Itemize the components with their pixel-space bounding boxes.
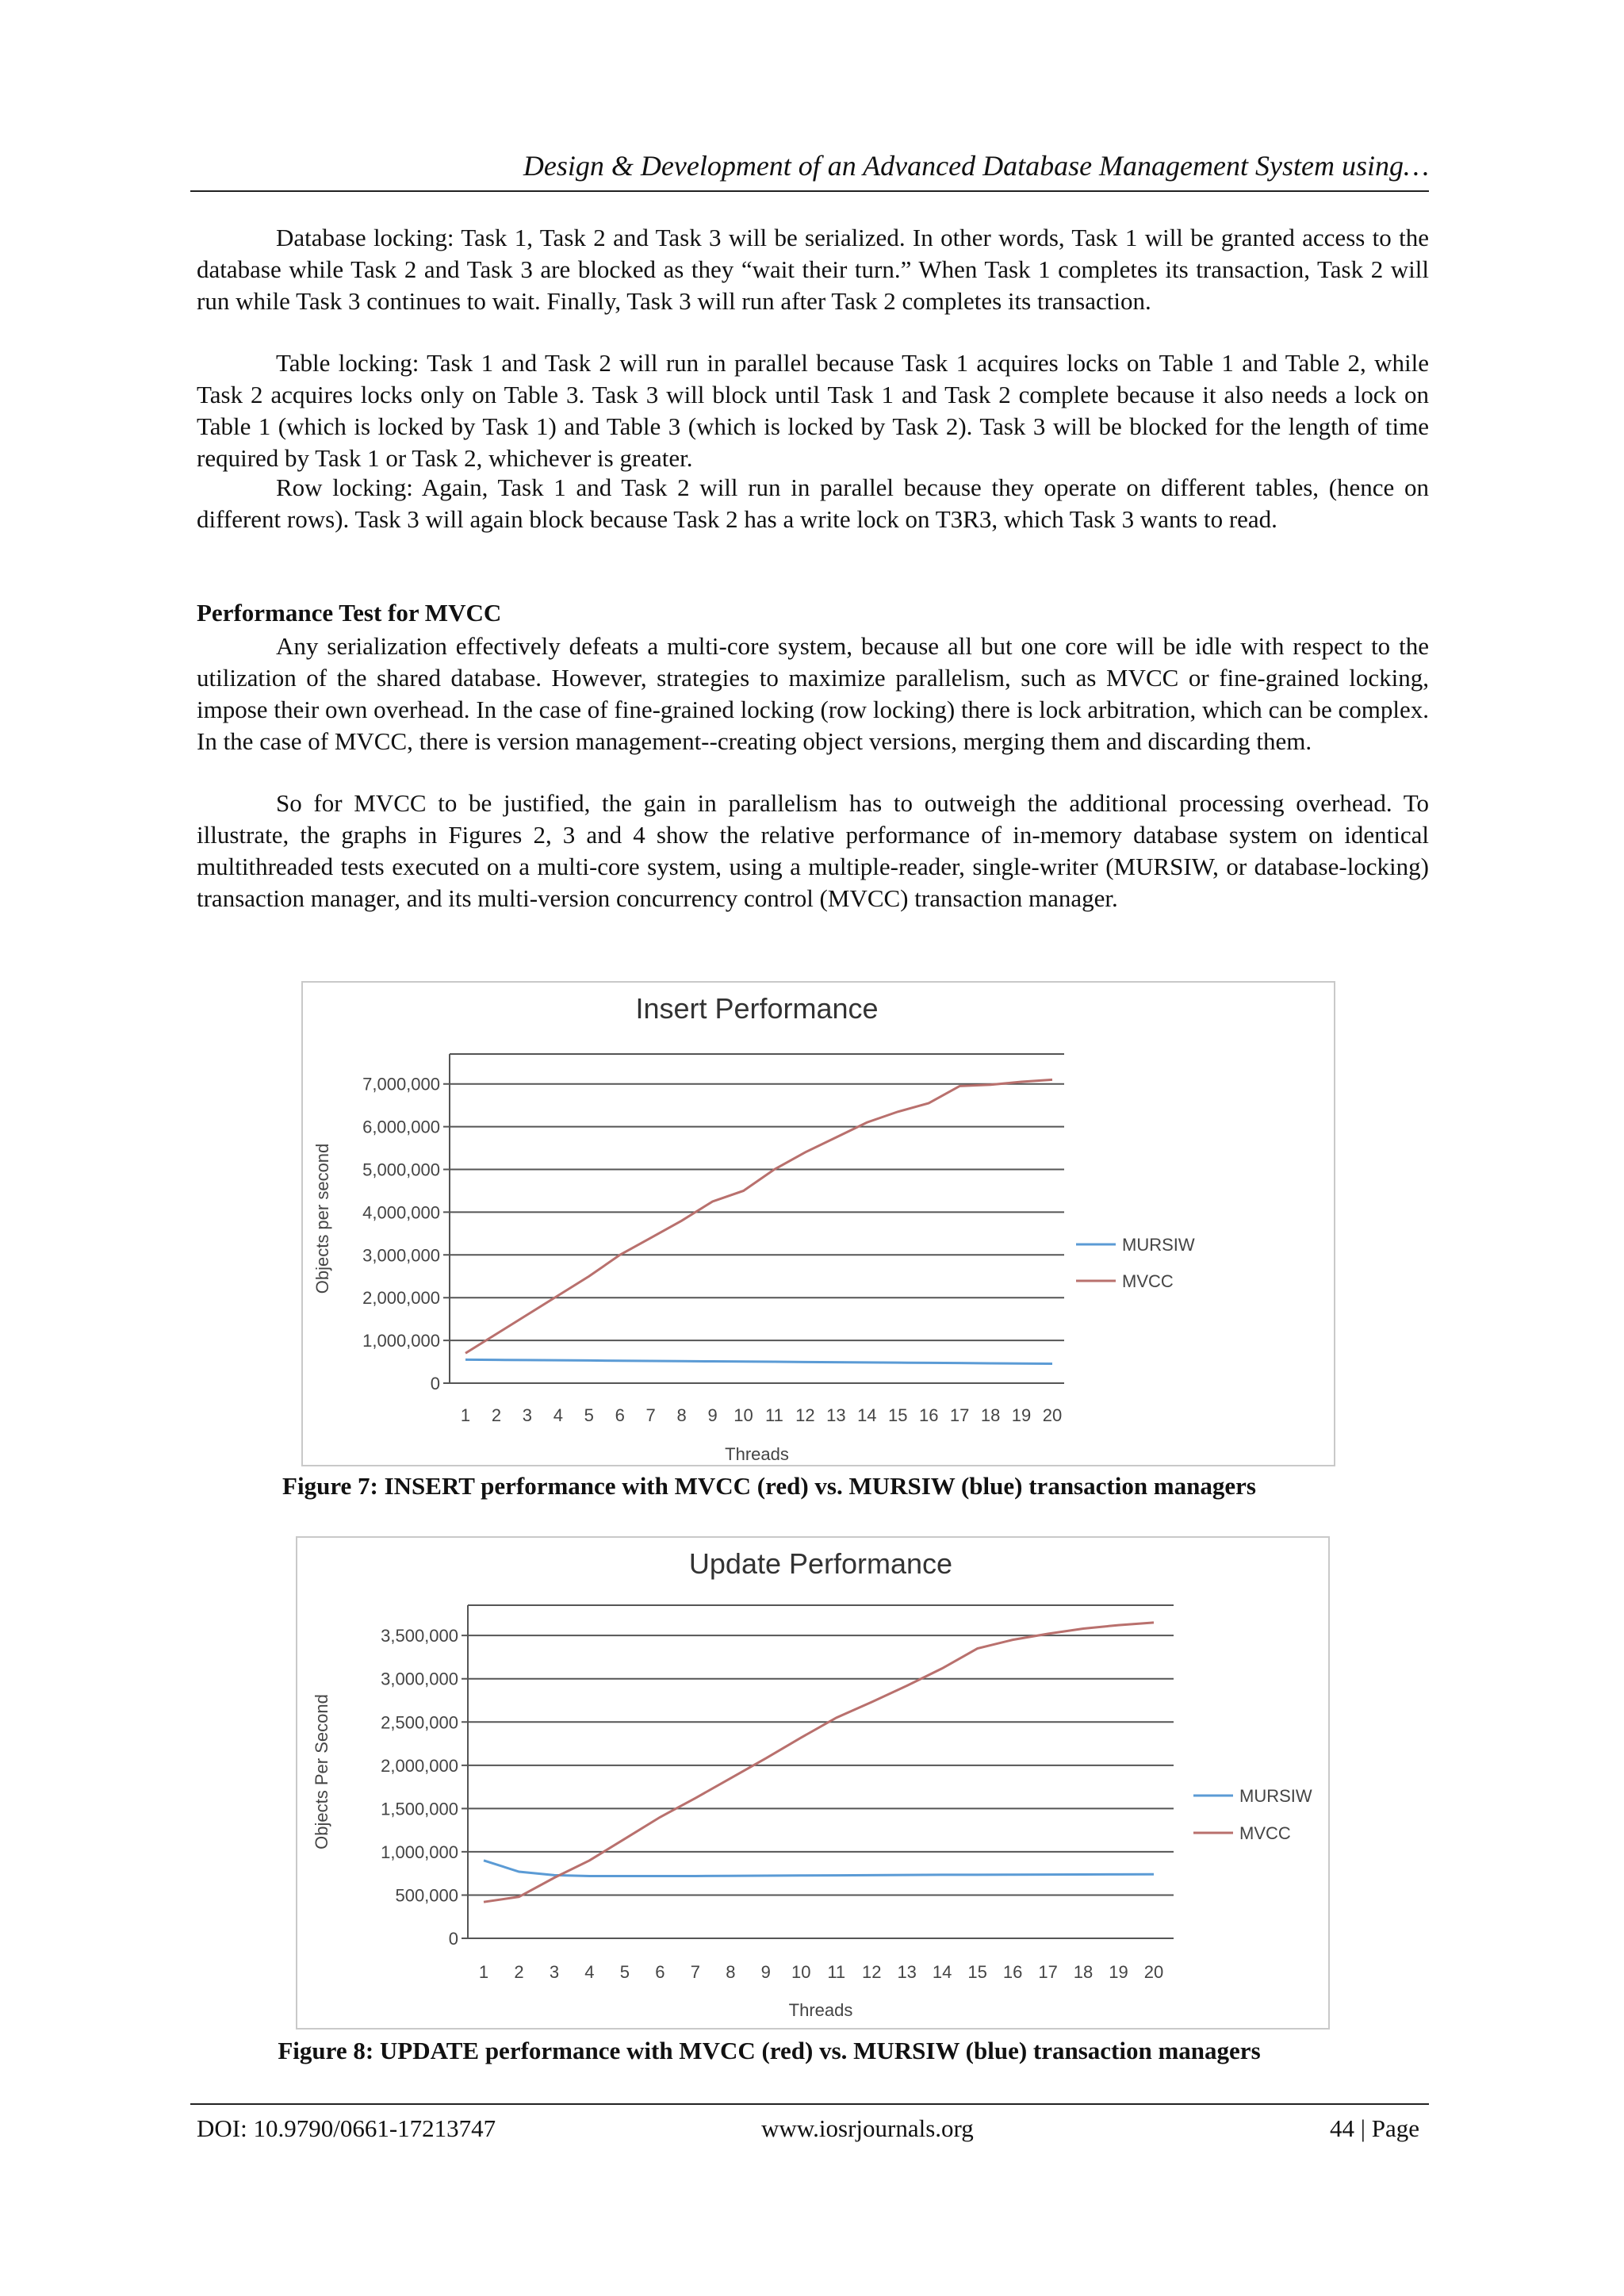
y-tick-label: 2,500,000 [381, 1712, 458, 1733]
x-tick-label: 19 [1109, 1962, 1128, 1982]
y-tick-label: 4,000,000 [362, 1202, 440, 1223]
x-tick-label: 18 [980, 1405, 1001, 1425]
y-tick-label: 1,500,000 [381, 1799, 458, 1819]
paragraph-mvcc-2 [197, 788, 1429, 914]
x-tick-label: 13 [826, 1405, 846, 1425]
x-tick-label: 20 [1143, 1962, 1164, 1982]
chart-title: Insert Performance [635, 992, 879, 1025]
x-tick-label: 15 [967, 1962, 987, 1982]
x-tick-label: 12 [795, 1405, 815, 1425]
x-tick-label: 1 [460, 1405, 471, 1425]
x-tick-label: 17 [949, 1405, 970, 1425]
y-tick-label: 5,000,000 [362, 1159, 440, 1180]
x-tick-label: 6 [615, 1405, 625, 1425]
y-tick-label: 3,500,000 [381, 1626, 458, 1646]
y-tick-label: 0 [448, 1929, 458, 1949]
x-tick-label: 4 [584, 1962, 595, 1982]
x-tick-label: 9 [760, 1962, 771, 1982]
paragraph-mvcc-2-text: So for MVCC to be justified, the gain in parallelism has to outweigh the additional processing overhead. To illustrate, the graphs in Figures 2, 3 and 4 show the relative performance of in-memory database system on identical multithreaded tests executed on a multi-core system, using a multiple-reader, single-writer (MURSIW, or database-locking) transaction manager, and its multi-version concurrency control (MVCC) transaction manager. [197, 789, 1429, 912]
figure-8-frame [296, 1536, 1330, 2030]
legend-label-mvcc: MVCC [1239, 1823, 1291, 1843]
figure-7-frame [301, 981, 1335, 1466]
legend-label-mursiw: MURSIW [1122, 1235, 1195, 1255]
legend-label-mvcc: MVCC [1122, 1271, 1174, 1291]
x-tick-label: 8 [726, 1962, 736, 1982]
x-tick-label: 18 [1073, 1962, 1094, 1982]
y-tick-label: 0 [430, 1374, 440, 1393]
footer-site: www.iosrjournals.org [761, 2114, 974, 2142]
y-axis-label: Objects per second [312, 1143, 332, 1294]
x-tick-label: 7 [690, 1962, 700, 1982]
x-tick-label: 2 [491, 1405, 502, 1425]
x-tick-label: 17 [1038, 1962, 1058, 1982]
x-tick-label: 16 [918, 1405, 939, 1425]
paragraph-mvcc-1 [197, 631, 1429, 757]
x-tick-label: 6 [655, 1962, 665, 1982]
x-axis-label: Threads [725, 1444, 789, 1464]
series-line-mvcc [484, 1623, 1154, 1902]
y-axis-label: Objects Per Second [312, 1694, 331, 1849]
x-tick-label: 12 [861, 1962, 882, 1982]
x-axis-label: Threads [788, 2000, 853, 2020]
x-tick-label: 9 [707, 1405, 718, 1425]
x-tick-label: 7 [645, 1405, 656, 1425]
x-tick-label: 19 [1011, 1405, 1032, 1425]
x-tick-label: 13 [897, 1962, 917, 1982]
x-tick-label: 5 [584, 1405, 594, 1425]
y-tick-label: 6,000,000 [362, 1117, 440, 1137]
paragraph-database-locking-text: Database locking: Task 1, Task 2 and Task 3 will be serialized. In other words, Task 1 will be granted access to the database while Task 2 and Task 3 are blocked as they “wait their turn.” When Task 1 completes its transaction, Task 2 will run while Task 3 continues to wait. Finally, Task 3 will run after Task 2 completes its transaction. [197, 224, 1429, 315]
running-header: Design & Development of an Advanced Database Management System using… [523, 150, 1429, 182]
x-tick-label: 1 [478, 1962, 489, 1982]
update-performance-chart [297, 1538, 1328, 2028]
series-line-mvcc [465, 1079, 1052, 1353]
y-tick-label: 2,000,000 [362, 1288, 440, 1309]
paragraph-table-locking [197, 347, 1429, 474]
x-tick-label: 10 [733, 1405, 753, 1425]
series-line-mursiw [465, 1359, 1052, 1363]
paragraph-row-locking [197, 472, 1429, 535]
footer-page: 44 | Page [1330, 2114, 1419, 2142]
x-tick-label: 14 [932, 1962, 952, 1982]
x-tick-label: 3 [522, 1405, 533, 1425]
chart-title: Update Performance [688, 1547, 953, 1580]
y-tick-label: 7,000,000 [362, 1074, 440, 1094]
footer-doi: DOI: 10.9790/0661-17213747 [197, 2114, 496, 2142]
x-tick-label: 11 [765, 1405, 783, 1425]
y-tick-label: 1,000,000 [381, 1842, 458, 1862]
x-tick-label: 10 [791, 1962, 811, 1982]
y-tick-label: 1,000,000 [362, 1331, 440, 1351]
y-tick-label: 500,000 [395, 1885, 458, 1906]
paragraph-table-locking-text: Table locking: Task 1 and Task 2 will run in parallel because Task 1 acquires locks on Table 1 and Table 2, while Task 2 acquires locks only on Table 3. Task 3 will block until Task 1 and Task 2 complete because it also needs a lock on Table 1 (which is locked by Task 1) and Table 3 (which is locked by Task 2). Task 3 will be blocked for the length of time required by Task 1 or Task 2, whichever is greater. [197, 349, 1429, 472]
x-tick-label: 8 [676, 1405, 687, 1425]
insert-performance-chart [303, 983, 1334, 1465]
y-tick-label: 3,000,000 [362, 1245, 440, 1266]
x-tick-label: 14 [857, 1405, 877, 1425]
paragraph-database-locking [197, 222, 1429, 317]
x-tick-label: 5 [619, 1962, 630, 1982]
figure-8-caption: Figure 8: UPDATE performance with MVCC (red) vs. MURSIW (blue) transaction managers [278, 2037, 1261, 2064]
section-heading: Performance Test for MVCC [197, 599, 502, 627]
x-tick-label: 11 [827, 1962, 846, 1982]
y-tick-label: 3,000,000 [381, 1669, 458, 1689]
x-tick-label: 3 [549, 1962, 560, 1982]
x-tick-label: 2 [514, 1962, 524, 1982]
y-tick-label: 2,000,000 [381, 1755, 458, 1776]
x-tick-label: 15 [888, 1405, 908, 1425]
x-tick-label: 16 [1002, 1962, 1023, 1982]
x-tick-label: 4 [553, 1405, 563, 1425]
figure-7-caption: Figure 7: INSERT performance with MVCC (red) vs. MURSIW (blue) transaction managers [282, 1472, 1256, 1500]
header-rule [190, 190, 1429, 192]
paragraph-mvcc-1-text: Any serialization effectively defeats a multi-core system, because all but one core will be idle with respect to the utilization of the shared database. However, strategies to maximize parallelism, such as MVCC or fine-grained locking, impose their own overhead. In the case of fine-grained locking (row locking) there is lock arbitration, which can be complex. In the case of MVCC, there is version management--creating object versions, merging them and discarding them. [197, 632, 1429, 755]
x-tick-label: 20 [1042, 1405, 1063, 1425]
legend-label-mursiw: MURSIW [1239, 1786, 1312, 1806]
paragraph-row-locking-text: Row locking: Again, Task 1 and Task 2 will run in parallel because they operate on different tables, (hence on different rows). Task 3 will again block because Task 2 has a write lock on T3R3, which Task 3 wants to read. [197, 473, 1429, 533]
footer-rule [190, 2103, 1429, 2105]
